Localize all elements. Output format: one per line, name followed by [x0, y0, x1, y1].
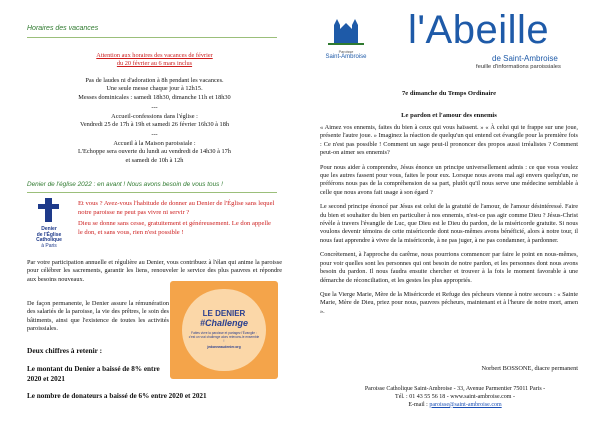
chiffres-heading: Deux chiffres à retenir : — [27, 346, 103, 355]
accueil-confessions-label: Accueil-confessions dans l'église : — [111, 112, 198, 120]
vacances-title — [27, 52, 282, 69]
denier-challenge-poster — [170, 281, 278, 379]
newsletter-title: l'Abeille — [408, 8, 550, 52]
logo-name: Saint-Ambroise — [325, 54, 367, 60]
laudes-text: Pas de laudes ni d'adoration à 8h pendant les vacances. — [85, 77, 224, 84]
accueil-confessions-dates: Vendredi 25 de 17h à 19h et samedi 26 février 16h30 à 18h — [80, 121, 229, 129]
logo-paroisse-label: Paroisse — [338, 50, 354, 54]
denier-question-text: Et vous ? Avez-vous l'habitude de donner au Denier de l'Église sans lequel notre paroisse ne peut pas vivre ni servir ? — [78, 200, 275, 216]
divider — [27, 192, 277, 193]
poster-url: jedonneaudenier.org — [207, 345, 241, 349]
denier-header: Denier de l'église 2022 : en avant ! Nous avons besoin de vous tous ! — [27, 181, 223, 188]
denier-logo-line: Catholique — [36, 237, 62, 244]
article-paragraph: Que la Vierge Marie, Mère de la Miséricorde et Refuge des pécheurs vienne à notre secours : « Sainte Marie, Mère de Dieu, priez pour nous, pauvres pécheurs, maintenant et à l'heure de notre mort, amen ». — [320, 290, 578, 315]
echoppe-hours-line1: L'Echoppe sera ouverte du lundi au vendredi de 14h30 à 17h — [78, 148, 231, 156]
echoppe-hours-line2: et samedi de 10h à 12h — [125, 156, 184, 164]
denier-permanent-text: De façon permanente, le Denier assure la rémunération des salariés de la paroisse, la vie des prêtres, le soin des bâtiments, ainsi que l'existence de toutes les activités paroissiales. — [27, 300, 169, 333]
vacances-header: Horaires des vacances — [27, 25, 99, 32]
poster-small-text: Faites vivre la paroisse et partagez l'Évangile : c'est un vrai challenge alors relevons-le ensemble ! — [188, 331, 260, 343]
vacances-title-line1: Attention aux horaires des vacances de février — [96, 52, 213, 59]
footer-email-link[interactable]: paroisse@saint-ambroise.com — [429, 401, 502, 408]
newsletter-subtitle: de Saint-Ambroise — [492, 54, 558, 63]
denier-logo-line: Denier — [41, 226, 57, 232]
church-icon — [326, 17, 366, 45]
footer-email-line — [320, 402, 590, 410]
poster-hashtag: #Challenge — [199, 318, 248, 328]
divider — [27, 37, 277, 38]
dimanche-label: 7e dimanche du Temps Ordinaire — [401, 90, 497, 97]
poster-title: LE DENIER — [202, 309, 246, 318]
vacances-horaires — [27, 77, 282, 165]
chiffre-donateurs: Le nombre de donateurs a baissé de 6% entre 2020 et 2021 — [27, 392, 207, 400]
footer — [320, 386, 590, 409]
church-logo — [322, 17, 370, 67]
chiffre-montant: Le montant du Denier a baissé de 8% entre 2020 et 2021 — [27, 365, 160, 383]
separator: --- — [151, 104, 158, 112]
denier-don-text: Dieu se donne sans cesse, gratuitement et généreusement. Le don appelle le don, et sans vous, rien n'est possible ! — [78, 220, 271, 236]
denier-logo-line: de l'Église — [36, 231, 62, 238]
denier-cross-icon — [28, 198, 70, 222]
messes-dominicales-text: Messes dominicales : samedi 18h30, dimanche 11h et 18h30 — [78, 93, 231, 101]
signature: Norbert BOSSONE, diacre permanent — [481, 365, 578, 372]
newsletter-tagline: feuille d'informations paroissiales — [476, 64, 561, 70]
article-paragraph: Le second principe énoncé par Jésus est celui de la gratuité de l'amour, de l'amour désintéressé. Faire du bien et souhaiter du bien en particulier à nos ennemis, n'est-ce pas agir comme Dieu ? Jésus-Christ révèle à travers l'évangile de Luc, que Dieu est le Dieu du pardon, de la miséricorde gratuite. Si nous voulons devenir témoins de cette miséricorde dont nous-mêmes avons bénéficié, alors à notre tour, il nous faut apprendre à vivre de la miséricorde, à ne pas juger, à ne pas condamner, à pardonner. — [320, 203, 578, 244]
footer-email-label: E-mail : — [408, 401, 428, 408]
denier-logo-line: à Paris — [41, 242, 57, 249]
denier-logo — [28, 198, 70, 256]
denier-permanent — [27, 300, 169, 334]
article-paragraph: « Aimez vos ennemis, faites du bien à ceux qui vous haïssent. » « À celui qui te frappe sur une joue, présente l'autre joue. » Imaginez la réaction de quelqu'un qui entend cet évangile pour la première fois : Ce n'est pas possible ! Comment un sage peut-il prononcer des propos aussi irréalistes ? Comment peut-on aimer ses ennemis? — [320, 124, 578, 157]
article-title: Le pardon et l'amour des ennemis — [401, 112, 497, 119]
separator: --- — [151, 131, 158, 139]
footer-address: Paroisse Catholique Saint-Ambroise - 33, Avenue Parmentier 75011 Paris - — [364, 386, 546, 392]
article-paragraph: Pour nous aider à comprendre, Jésus énonce un principe universellement admis : ce que vous voulez que les autres fassent pour vous, faites le pour eux. Lorsque nous avons mal agi envers quelqu'un, ne préférons nous pas de la compréhension de sa part, plutôt qu'il nous serve une médecine semblable à celle que nous avons fait usage à son égard ? — [320, 163, 578, 196]
article-body — [320, 124, 578, 316]
vacances-title-line2: du 20 février au 6 mars inclus — [116, 60, 193, 68]
article-paragraph: Concrètement, à l'approche du carême, nous pourrions commencer par faire le point en nous-mêmes, pour voir quelles sont les personnes qui ont besoin de notre pardon, et les personnes dont nous avons besoin du pardon. Il nous faudra ensuite chercher et trouver à la fois le moment favorable à une démarche de réconciliation, et les gestes les plus appropriés. — [320, 251, 578, 284]
accueil-maison-label: Accueil à la Maison paroissiale : — [113, 139, 196, 147]
denier-question — [78, 200, 276, 237]
messe-jour-text: Une seule messe chaque jour à 12h15. — [106, 85, 203, 93]
footer-contact: Tél. : 01 43 55 56 18 - www.saint-ambroise.com - — [395, 393, 515, 400]
poster-text — [188, 309, 260, 349]
denier-participation-text: Par votre participation annuelle et régulière au Denier, vous contribuez à l'élan qui anime la paroisse pour célébrer les sacrements, garantir les liens, renouveler le service des plus pauvres et répondre aux besoins nouveaux. — [27, 259, 282, 283]
